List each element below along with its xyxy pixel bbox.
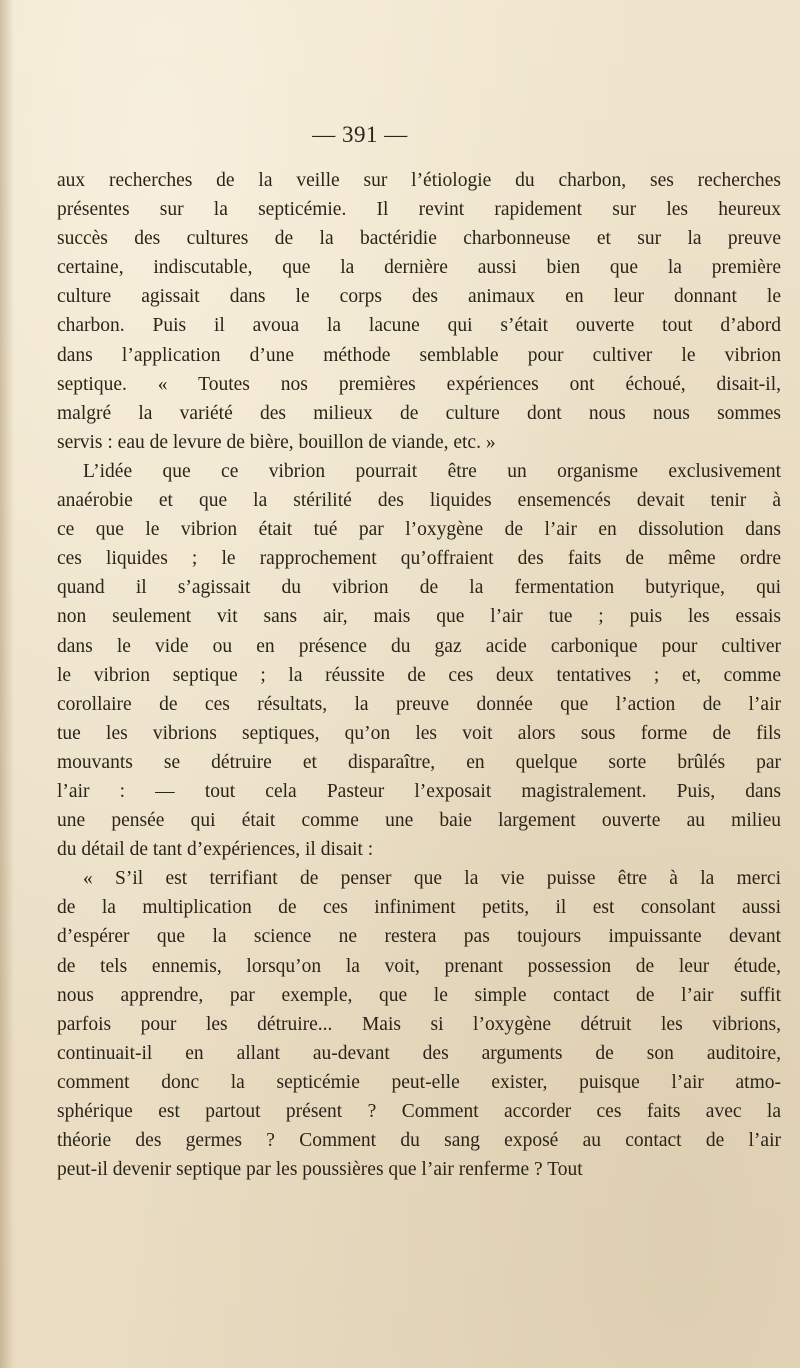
paragraph bbox=[57, 864, 781, 1184]
text-line: dans le vide ou en présence du gaz acide carbonique pour cultiver bbox=[57, 635, 781, 657]
page-edge-shadow bbox=[0, 0, 14, 1368]
text-line: « S’il est terrifiant de penser que la vie puisse être à la merci bbox=[83, 868, 781, 890]
text-line: anaérobie et que la stérilité des liquides ensemencés devait tenir à bbox=[57, 490, 781, 512]
text-line: certaine, indiscutable, que la dernière aussi bien que la première bbox=[57, 257, 781, 279]
text-line: succès des cultures de la bactéridie charbonneuse et sur la preuve bbox=[57, 228, 781, 250]
text-line: comment donc la septicémie peut-elle exister, puisque l’air atmo- bbox=[57, 1071, 781, 1093]
text-line: malgré la variété des milieux de culture dont nous nous sommes bbox=[57, 402, 781, 424]
text-line: dans l’application d’une méthode semblable pour cultiver le vibrion bbox=[57, 344, 781, 366]
text-line: du détail de tant d’expériences, il disait : bbox=[57, 839, 374, 861]
text-line: servis : eau de levure de bière, bouillon de viande, etc. » bbox=[57, 431, 496, 453]
text-line: présentes sur la septicémie. Il revint rapidement sur les heureux bbox=[57, 199, 781, 221]
text-line: le vibrion septique ; la réussite de ces deux tentatives ; et, comme bbox=[57, 664, 781, 686]
text-line: de la multiplication de ces infiniment petits, il est consolant aussi bbox=[57, 897, 781, 919]
text-line: charbon. Puis il avoua la lacune qui s’était ouverte tout d’abord bbox=[57, 315, 781, 337]
text-line: quand il s’agissait du vibrion de la fermentation butyrique, qui bbox=[57, 577, 781, 599]
text-line: continuait-il en allant au-devant des arguments de son auditoire, bbox=[57, 1042, 781, 1064]
page-number: — 391 — bbox=[312, 122, 408, 147]
paragraph bbox=[57, 166, 781, 457]
text-line: sphérique est partout présent ? Comment accorder ces faits avec la bbox=[57, 1101, 781, 1122]
text-line: corollaire de ces résultats, la preuve donnée que l’action de l’air bbox=[57, 693, 781, 715]
text-line: culture agissait dans le corps des animaux en leur donnant le bbox=[57, 286, 781, 308]
text-line: d’espérer que la science ne restera pas toujours impuissante devant bbox=[57, 926, 781, 948]
text-line: tue les vibrions septiques, qu’on les voit alors sous forme de fils bbox=[57, 722, 781, 744]
text-line: aux recherches de la veille sur l’étiologie du charbon, ses recherches bbox=[57, 170, 781, 191]
text-line: mouvants se détruire et disparaître, en quelque sorte brûlés par bbox=[57, 751, 781, 773]
text-line: de tels ennemis, lorsqu’on la voit, prenant possession de leur étude, bbox=[57, 955, 781, 977]
text-line: ces liquides ; le rapprochement qu’offraient des faits de même ordre bbox=[57, 548, 781, 570]
text-line: ce que le vibrion était tué par l’oxygène de l’air en dissolution dans bbox=[57, 519, 781, 541]
text-line: nous apprendre, par exemple, que le simple contact de l’air suffit bbox=[57, 984, 781, 1006]
body-text bbox=[57, 166, 781, 1184]
text-line: l’air : — tout cela Pasteur l’exposait magistralement. Puis, dans bbox=[57, 780, 781, 802]
text-line: septique. « Toutes nos premières expériences ont échoué, disait-il, bbox=[57, 373, 781, 395]
text-line: théorie des germes ? Comment du sang exposé au contact de l’air bbox=[57, 1130, 781, 1152]
text-line: L’idée que ce vibrion pourrait être un organisme exclusivement bbox=[83, 460, 781, 482]
text-line: une pensée qui était comme une baie largement ouverte au milieu bbox=[57, 810, 781, 832]
text-line: non seulement vit sans air, mais que l’air tue ; puis les essais bbox=[57, 606, 781, 628]
text-line: peut-il devenir septique par les poussières que l’air renferme ? Tout bbox=[57, 1159, 583, 1181]
paragraph bbox=[57, 457, 781, 864]
text-line: parfois pour les détruire... Mais si l’oxygène détruit les vibrions, bbox=[57, 1013, 781, 1035]
